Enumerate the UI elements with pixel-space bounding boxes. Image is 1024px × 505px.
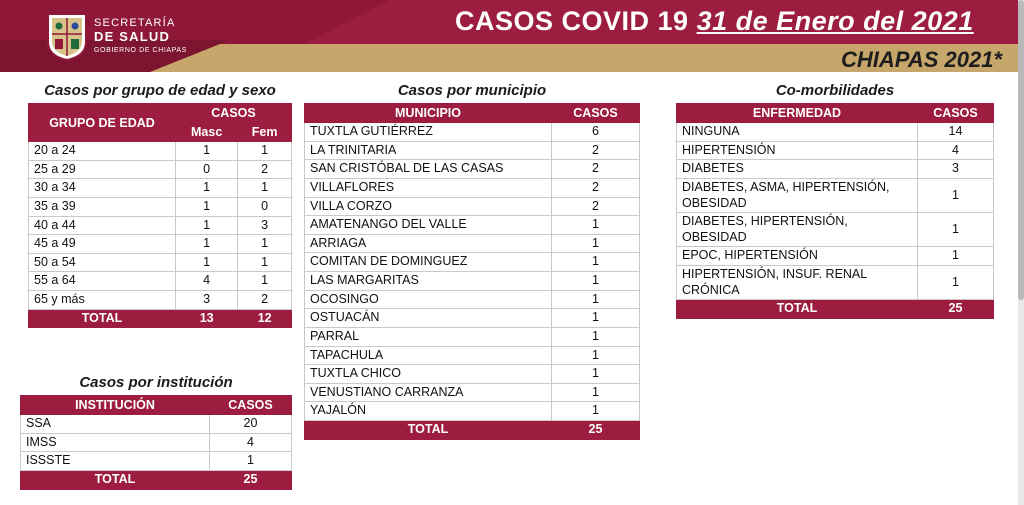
cell-age: 45 a 49 (29, 235, 176, 254)
cell-cases: 1 (552, 309, 640, 328)
cell-cases: 1 (918, 247, 994, 266)
municipality-table (304, 103, 640, 440)
age-sex-table-title: Casos por grupo de edad y sexo (44, 82, 276, 99)
cell-cases: 3 (918, 160, 994, 179)
col-header-male: Masc (176, 123, 238, 142)
col-header-cases: CASOS (552, 104, 640, 123)
cell-cases: 2 (552, 160, 640, 179)
government-shield-icon (46, 12, 88, 62)
table-header-row (677, 104, 994, 123)
table-row (305, 197, 640, 216)
cell-disease: HIPERTENSIÓN, INSUF. RENAL CRÓNICA (677, 266, 918, 300)
cell-male: 0 (176, 160, 238, 179)
cell-disease: EPOC, HIPERTENSIÓN (677, 247, 918, 266)
page-subtitle: CHIAPAS 2021* (841, 47, 1002, 72)
cell-cases: 1 (918, 178, 994, 212)
cell-municipality: LA TRINITARIA (305, 141, 552, 160)
vertical-scrollbar[interactable] (1018, 0, 1024, 505)
cell-municipality: LAS MARGARITAS (305, 272, 552, 291)
col-header-municipality: MUNICIPIO (305, 104, 552, 123)
age-sex-table-block (28, 82, 292, 328)
org-line-3: GOBIERNO DE CHIAPAS (94, 47, 187, 55)
table-header-row (21, 396, 292, 415)
col-header-cases: CASOS (210, 396, 292, 415)
table-row (305, 327, 640, 346)
cell-municipality: VENUSTIANO CARRANZA (305, 383, 552, 402)
table-row (305, 234, 640, 253)
cell-municipality: COMITAN DE DOMINGUEZ (305, 253, 552, 272)
org-line-2: DE SALUD (94, 28, 171, 44)
cell-male: 1 (176, 197, 238, 216)
cell-age: 55 a 64 (29, 272, 176, 291)
cell-cases: 1 (210, 452, 292, 471)
table-row (305, 272, 640, 291)
table-row (305, 290, 640, 309)
page-title (455, 6, 974, 37)
cell-age: 30 a 34 (29, 179, 176, 198)
table-row (21, 433, 292, 452)
table-row (677, 123, 994, 142)
cell-female: 3 (238, 216, 292, 235)
table-row (305, 123, 640, 142)
cell-cases: 2 (552, 141, 640, 160)
col-header-disease: ENFERMEDAD (677, 104, 918, 123)
cell-cases: 1 (552, 327, 640, 346)
table-row (677, 247, 994, 266)
cell-institution: ISSSTE (21, 452, 210, 471)
table-row (29, 272, 292, 291)
cell-cases: 1 (552, 290, 640, 309)
cell-cases: 20 (210, 415, 292, 434)
municipality-table-block (304, 82, 640, 440)
total-label: TOTAL (305, 421, 552, 440)
cell-disease: DIABETES, HIPERTENSIÓN, OBESIDAD (677, 213, 918, 247)
scrollbar-thumb[interactable] (1018, 0, 1024, 300)
cell-cases: 1 (918, 266, 994, 300)
cell-age: 35 a 39 (29, 197, 176, 216)
cell-cases: 6 (552, 123, 640, 142)
cell-female: 1 (238, 179, 292, 198)
cell-municipality: VILLA CORZO (305, 197, 552, 216)
table-row (29, 142, 292, 161)
table-row (677, 266, 994, 300)
table-row (21, 452, 292, 471)
cell-age: 40 a 44 (29, 216, 176, 235)
table-row (305, 346, 640, 365)
institution-table-title: Casos por institución (79, 374, 233, 391)
table-row (305, 383, 640, 402)
cell-female: 1 (238, 253, 292, 272)
cell-cases: 1 (552, 365, 640, 384)
comorbidity-table (676, 103, 994, 319)
cell-municipality: TUXTLA GUTIÉRREZ (305, 123, 552, 142)
cell-disease: HIPERTENSIÓN (677, 141, 918, 160)
col-header-female: Fem (238, 123, 292, 142)
cell-cases: 1 (552, 346, 640, 365)
total-label: TOTAL (677, 300, 918, 319)
institution-table-block (20, 374, 292, 490)
cell-municipality: AMATENANGO DEL VALLE (305, 216, 552, 235)
col-header-cases-group: CASOS (176, 104, 292, 123)
cell-cases: 1 (552, 253, 640, 272)
table-row (21, 415, 292, 434)
cell-municipality: YAJALÓN (305, 402, 552, 421)
table-row (29, 197, 292, 216)
cell-female: 2 (238, 291, 292, 310)
cell-male: 1 (176, 253, 238, 272)
total-cases: 25 (918, 300, 994, 319)
cell-female: 1 (238, 235, 292, 254)
table-row (29, 253, 292, 272)
total-cases: 25 (210, 470, 292, 489)
cell-age: 20 a 24 (29, 142, 176, 161)
cell-municipality: SAN CRISTÓBAL DE LAS CASAS (305, 160, 552, 179)
institution-table (20, 395, 292, 490)
municipality-table-title: Casos por municipio (397, 82, 547, 99)
table-row (305, 309, 640, 328)
table-row (305, 365, 640, 384)
cell-male: 1 (176, 216, 238, 235)
table-row (29, 291, 292, 310)
table-row (29, 216, 292, 235)
cell-disease: DIABETES (677, 160, 918, 179)
col-header-cases: CASOS (918, 104, 994, 123)
cell-age: 50 a 54 (29, 253, 176, 272)
cell-cases: 4 (918, 141, 994, 160)
cell-disease: NINGUNA (677, 123, 918, 142)
page-title-text: CASOS COVID 19 (455, 6, 689, 36)
report-date: 31 de Enero del 2021 (696, 6, 974, 36)
cell-cases: 1 (552, 216, 640, 235)
table-header-row (29, 104, 292, 123)
table-header-row (305, 104, 640, 123)
total-cases: 25 (552, 421, 640, 440)
table-row (677, 160, 994, 179)
cell-institution: SSA (21, 415, 210, 434)
cell-municipality: OCOSINGO (305, 290, 552, 309)
cell-male: 1 (176, 142, 238, 161)
organization-name (94, 18, 187, 55)
cell-cases: 1 (552, 272, 640, 291)
org-line-1: SECRETARÍA (94, 17, 176, 29)
table-row (29, 235, 292, 254)
total-male: 13 (176, 309, 238, 328)
cell-age: 65 y más (29, 291, 176, 310)
total-label: TOTAL (29, 309, 176, 328)
cell-cases: 1 (918, 213, 994, 247)
cell-municipality: TUXTLA CHICO (305, 365, 552, 384)
table-row (305, 178, 640, 197)
table-row (305, 216, 640, 235)
cell-female: 2 (238, 160, 292, 179)
cell-male: 3 (176, 291, 238, 310)
table-row (677, 213, 994, 247)
comorbidity-table-title: Co-morbilidades (775, 82, 895, 99)
cell-cases: 1 (552, 234, 640, 253)
cell-cases: 2 (552, 197, 640, 216)
table-total-row (29, 309, 292, 328)
cell-male: 4 (176, 272, 238, 291)
table-row (29, 160, 292, 179)
table-row (305, 141, 640, 160)
table-row (29, 179, 292, 198)
table-row (677, 178, 994, 212)
table-row (305, 402, 640, 421)
cell-municipality: VILLAFLORES (305, 178, 552, 197)
table-row (677, 141, 994, 160)
col-header-age: GRUPO DE EDAD (29, 104, 176, 142)
cell-female: 0 (238, 197, 292, 216)
table-row (305, 253, 640, 272)
cell-disease: DIABETES, ASMA, HIPERTENSIÓN, OBESIDAD (677, 178, 918, 212)
cell-cases: 2 (552, 178, 640, 197)
table-row (305, 160, 640, 179)
total-female: 12 (238, 309, 292, 328)
table-total-row (305, 421, 640, 440)
comorbidity-table-block (676, 82, 994, 319)
table-total-row (677, 300, 994, 319)
age-sex-table (28, 103, 292, 328)
total-label: TOTAL (21, 470, 210, 489)
cell-female: 1 (238, 272, 292, 291)
cell-cases: 1 (552, 383, 640, 402)
cell-municipality: TAPACHULA (305, 346, 552, 365)
cell-municipality: OSTUACÁN (305, 309, 552, 328)
cell-cases: 14 (918, 123, 994, 142)
page-header (0, 0, 1024, 72)
cell-female: 1 (238, 142, 292, 161)
cell-age: 25 a 29 (29, 160, 176, 179)
cell-institution: IMSS (21, 433, 210, 452)
cell-cases: 1 (552, 402, 640, 421)
cell-cases: 4 (210, 433, 292, 452)
cell-municipality: PARRAL (305, 327, 552, 346)
cell-male: 1 (176, 235, 238, 254)
cell-male: 1 (176, 179, 238, 198)
table-total-row (21, 470, 292, 489)
col-header-institution: INSTITUCIÓN (21, 396, 210, 415)
cell-municipality: ARRIAGA (305, 234, 552, 253)
